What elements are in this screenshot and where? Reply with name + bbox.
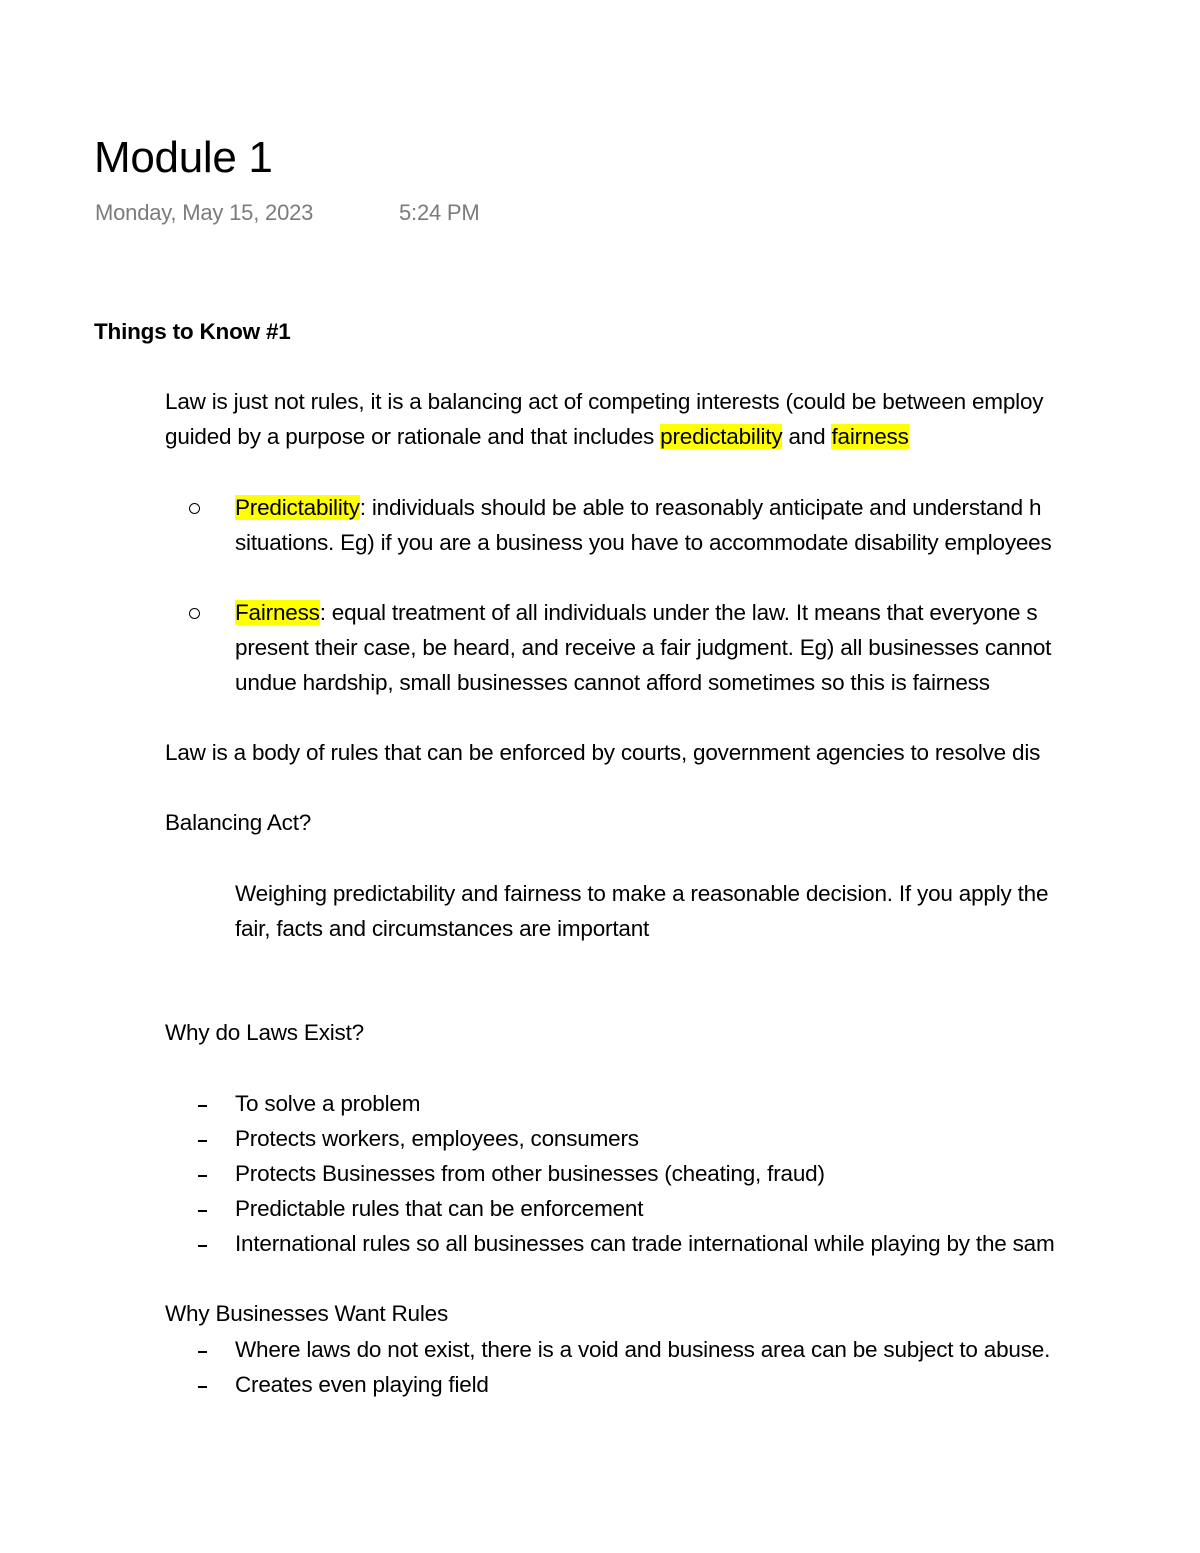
paragraph-line: Weighing predictability and fairness to make a reasonable decision. If you apply the bbox=[235, 881, 1049, 906]
text-run: : equal treatment of all individuals under the law. It means that everyone s bbox=[319, 600, 1038, 625]
paragraph-line: fair, facts and circumstances are important bbox=[235, 916, 650, 941]
paragraph-line bbox=[165, 422, 909, 452]
circle-bullet-icon bbox=[189, 503, 200, 514]
subheading: Balancing Act? bbox=[165, 810, 312, 835]
subheading: Why Businesses Want Rules bbox=[165, 1301, 449, 1326]
text-run: and bbox=[782, 424, 832, 449]
highlighted-term: Fairness bbox=[235, 600, 320, 625]
list-item-continuation: undue hardship, small businesses cannot afford sometimes so this is fairness bbox=[235, 670, 990, 695]
dash-bullet-icon bbox=[198, 1245, 207, 1247]
text-run: guided by a purpose or rationale and that includes bbox=[165, 424, 661, 449]
highlighted-term: Predictability bbox=[235, 495, 360, 520]
list-item: To solve a problem bbox=[235, 1091, 421, 1116]
text-run: : individuals should be able to reasonably anticipate and understand h bbox=[359, 495, 1042, 520]
paragraph-line: Law is just not rules, it is a balancing act of competing interests (could be between employ bbox=[165, 389, 1044, 414]
list-item bbox=[235, 493, 1041, 523]
section-heading: Things to Know #1 bbox=[94, 319, 291, 344]
highlighted-term: predictability bbox=[660, 424, 783, 449]
list-item bbox=[235, 598, 1037, 628]
dash-bullet-icon bbox=[198, 1140, 207, 1142]
dash-bullet-icon bbox=[198, 1386, 207, 1388]
list-item-continuation: present their case, be heard, and receive a fair judgment. Eg) all businesses cannot bbox=[235, 635, 1052, 660]
list-item: Where laws do not exist, there is a void and business area can be subject to abuse. bbox=[235, 1337, 1051, 1362]
paragraph-line: Law is a body of rules that can be enforced by courts, government agencies to resolve dis bbox=[165, 740, 1041, 765]
list-item: Predictable rules that can be enforcement bbox=[235, 1196, 644, 1221]
list-item: Protects workers, employees, consumers bbox=[235, 1126, 639, 1151]
subheading: Why do Laws Exist? bbox=[165, 1020, 364, 1045]
list-item: Creates even playing field bbox=[235, 1372, 489, 1397]
list-item: International rules so all businesses can trade international while playing by the sam bbox=[235, 1231, 1055, 1256]
circle-bullet-icon bbox=[189, 608, 200, 619]
dash-bullet-icon bbox=[198, 1351, 207, 1353]
list-item-continuation: situations. Eg) if you are a business you have to accommodate disability employees bbox=[235, 530, 1052, 555]
page-title: Module 1 bbox=[94, 133, 273, 182]
list-item: Protects Businesses from other businesses (cheating, fraud) bbox=[235, 1161, 825, 1186]
note-time: 5:24 PM bbox=[399, 200, 480, 225]
note-date: Monday, May 15, 2023 bbox=[95, 200, 314, 225]
dash-bullet-icon bbox=[198, 1175, 207, 1177]
dash-bullet-icon bbox=[198, 1210, 207, 1212]
highlighted-term: fairness bbox=[831, 424, 909, 449]
dash-bullet-icon bbox=[198, 1105, 207, 1107]
